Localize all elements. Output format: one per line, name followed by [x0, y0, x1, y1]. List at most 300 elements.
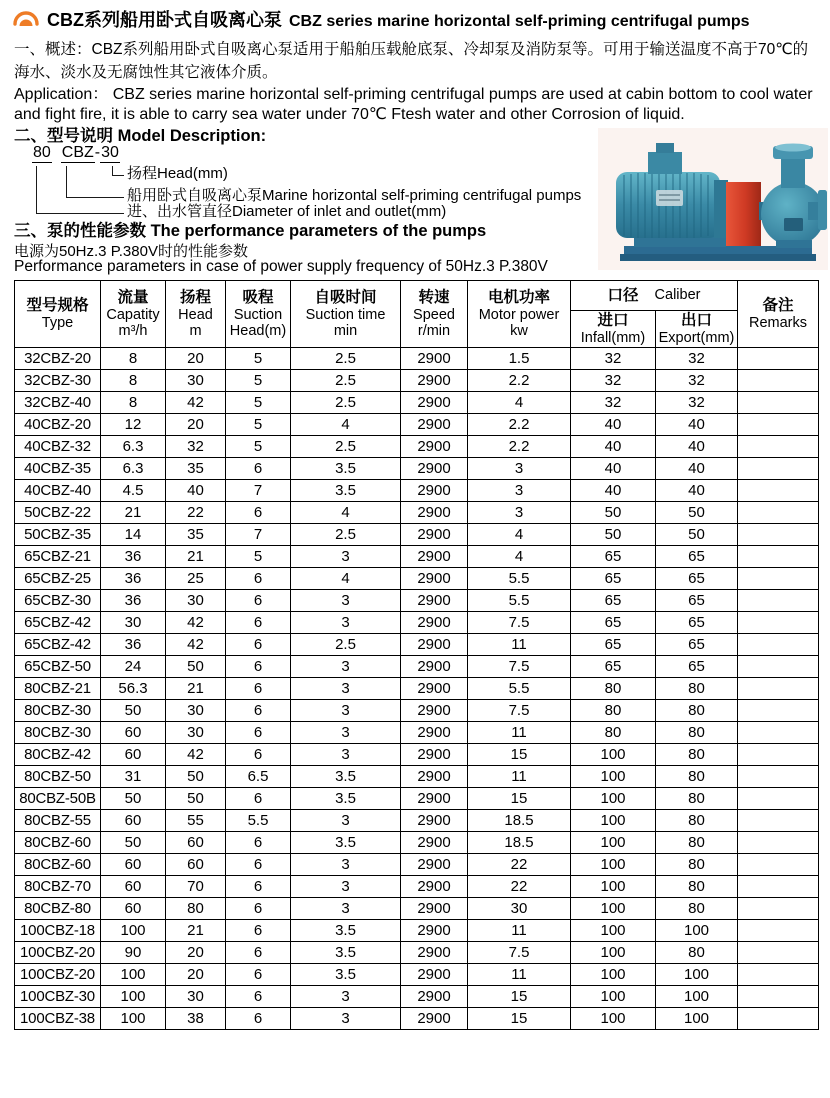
cell-suction-head: 5	[226, 370, 291, 392]
cell-capacity: 90	[101, 942, 166, 964]
cell-speed: 2900	[401, 920, 468, 942]
cell-infall: 40	[571, 458, 656, 480]
cell-export: 80	[656, 678, 738, 700]
cell-speed: 2900	[401, 414, 468, 436]
cell-capacity: 36	[101, 634, 166, 656]
performance-heading: 三、泵的性能参数 The performance parameters of the pumps	[14, 222, 487, 240]
cell-infall: 100	[571, 788, 656, 810]
application-paragraph-en: Application： CBZ series marine horizontal self-priming centrifugal pumps are used at cabin bottom to cool water and fight fire, it is able to carry sea water under 70℃ Ftesh water and other Corrosion of liquid.	[14, 86, 813, 123]
cell-export: 50	[656, 502, 738, 524]
table-row	[15, 436, 819, 458]
cell-type: 80CBZ-60	[15, 832, 101, 854]
table-row	[15, 1008, 819, 1030]
cell-export: 80	[656, 898, 738, 920]
cell-motor-power: 4	[468, 392, 571, 414]
cell-motor-power: 7.5	[468, 942, 571, 964]
cell-head: 20	[166, 942, 226, 964]
cell-type: 65CBZ-30	[15, 590, 101, 612]
cell-head: 42	[166, 744, 226, 766]
cell-head: 42	[166, 612, 226, 634]
cell-infall: 100	[571, 942, 656, 964]
cell-export: 80	[656, 942, 738, 964]
cell-infall: 100	[571, 964, 656, 986]
col-header-type: 型号规格 Type	[15, 281, 101, 348]
cell-infall: 100	[571, 920, 656, 942]
cell-motor-power: 5.5	[468, 678, 571, 700]
cell-suction-time: 3	[291, 678, 401, 700]
cell-remarks	[738, 942, 819, 964]
model-label-series: 船用卧式自吸离心泵Marine horizontal self-priming centrifugal pumps	[127, 187, 582, 204]
cell-remarks	[738, 568, 819, 590]
cell-remarks	[738, 964, 819, 986]
cell-suction-head: 7	[226, 524, 291, 546]
cell-head: 35	[166, 458, 226, 480]
cell-suction-time: 4	[291, 502, 401, 524]
cell-speed: 2900	[401, 832, 468, 854]
cell-type: 80CBZ-50	[15, 766, 101, 788]
cell-motor-power: 5.5	[468, 590, 571, 612]
cell-motor-power: 11	[468, 964, 571, 986]
cell-motor-power: 2.2	[468, 370, 571, 392]
table-row	[15, 700, 819, 722]
col-header-suction-time: 自吸时间 Suction time min	[291, 281, 401, 348]
cell-suction-head: 5	[226, 348, 291, 370]
cell-suction-head: 6	[226, 986, 291, 1008]
cell-remarks	[738, 766, 819, 788]
cell-suction-time: 3	[291, 656, 401, 678]
cell-export: 80	[656, 810, 738, 832]
cell-speed: 2900	[401, 458, 468, 480]
cell-type: 32CBZ-20	[15, 348, 101, 370]
cell-export: 40	[656, 414, 738, 436]
table-row	[15, 788, 819, 810]
cell-infall: 100	[571, 744, 656, 766]
cell-suction-time: 2.5	[291, 634, 401, 656]
cell-speed: 2900	[401, 436, 468, 458]
cell-head: 50	[166, 766, 226, 788]
cell-motor-power: 18.5	[468, 832, 571, 854]
cell-infall: 100	[571, 766, 656, 788]
cell-capacity: 60	[101, 898, 166, 920]
table-row	[15, 986, 819, 1008]
cell-suction-time: 3	[291, 590, 401, 612]
cell-suction-head: 6	[226, 634, 291, 656]
model-code-series: CBZ	[61, 144, 94, 161]
cell-infall: 65	[571, 546, 656, 568]
cell-type: 50CBZ-22	[15, 502, 101, 524]
cell-suction-time: 3	[291, 612, 401, 634]
cell-suction-head: 6	[226, 612, 291, 634]
cell-export: 50	[656, 524, 738, 546]
cell-type: 80CBZ-50B	[15, 788, 101, 810]
cell-motor-power: 15	[468, 788, 571, 810]
cell-head: 55	[166, 810, 226, 832]
cell-capacity: 36	[101, 590, 166, 612]
cell-motor-power: 11	[468, 766, 571, 788]
model-label-head: 扬程Head(mm)	[127, 165, 228, 182]
cell-infall: 100	[571, 854, 656, 876]
cell-suction-time: 2.5	[291, 436, 401, 458]
table-row	[15, 942, 819, 964]
cell-suction-time: 3	[291, 700, 401, 722]
cell-speed: 2900	[401, 876, 468, 898]
cell-speed: 2900	[401, 766, 468, 788]
cell-type: 40CBZ-35	[15, 458, 101, 480]
table-row	[15, 392, 819, 414]
cell-export: 100	[656, 964, 738, 986]
col-header-caliber: 口径 Caliber	[571, 281, 738, 311]
cell-head: 42	[166, 634, 226, 656]
cell-capacity: 14	[101, 524, 166, 546]
cell-capacity: 50	[101, 832, 166, 854]
cell-speed: 2900	[401, 700, 468, 722]
cell-suction-head: 5	[226, 392, 291, 414]
cell-motor-power: 3	[468, 480, 571, 502]
power-note-en: Performance parameters in case of power supply frequency of 50Hz.3 P.380V	[14, 258, 548, 275]
cell-export: 40	[656, 480, 738, 502]
cell-type: 80CBZ-60	[15, 854, 101, 876]
cell-capacity: 8	[101, 392, 166, 414]
cell-remarks	[738, 590, 819, 612]
cell-export: 40	[656, 458, 738, 480]
cell-infall: 100	[571, 986, 656, 1008]
col-header-remarks: 备注 Remarks	[738, 281, 819, 348]
cell-infall: 100	[571, 876, 656, 898]
cell-suction-head: 6	[226, 854, 291, 876]
cell-export: 65	[656, 590, 738, 612]
cell-suction-head: 6.5	[226, 766, 291, 788]
cell-suction-head: 7	[226, 480, 291, 502]
cell-infall: 65	[571, 568, 656, 590]
cell-capacity: 60	[101, 810, 166, 832]
cell-speed: 2900	[401, 480, 468, 502]
cell-suction-time: 3	[291, 986, 401, 1008]
cell-speed: 2900	[401, 744, 468, 766]
table-row	[15, 810, 819, 832]
cell-motor-power: 22	[468, 876, 571, 898]
cell-infall: 40	[571, 436, 656, 458]
page-title	[47, 6, 750, 32]
cell-speed: 2900	[401, 590, 468, 612]
cell-speed: 2900	[401, 370, 468, 392]
cell-remarks	[738, 480, 819, 502]
cell-type: 65CBZ-42	[15, 634, 101, 656]
cell-speed: 2900	[401, 546, 468, 568]
cell-suction-time: 3	[291, 854, 401, 876]
cell-remarks	[738, 920, 819, 942]
cell-head: 40	[166, 480, 226, 502]
col-header-head: 扬程 Head m	[166, 281, 226, 348]
cell-type: 100CBZ-30	[15, 986, 101, 1008]
cell-suction-head: 6	[226, 458, 291, 480]
cell-suction-head: 6	[226, 678, 291, 700]
cell-infall: 32	[571, 348, 656, 370]
cell-suction-time: 3	[291, 722, 401, 744]
cell-infall: 100	[571, 810, 656, 832]
cell-capacity: 60	[101, 876, 166, 898]
cell-suction-head: 6	[226, 1008, 291, 1030]
cell-suction-head: 6	[226, 788, 291, 810]
cell-capacity: 60	[101, 722, 166, 744]
cell-suction-head: 6	[226, 832, 291, 854]
cell-suction-time: 3	[291, 546, 401, 568]
cell-capacity: 36	[101, 568, 166, 590]
cell-suction-head: 6	[226, 656, 291, 678]
cell-export: 80	[656, 876, 738, 898]
cell-type: 100CBZ-20	[15, 942, 101, 964]
cell-export: 80	[656, 766, 738, 788]
cell-motor-power: 4	[468, 524, 571, 546]
cell-remarks	[738, 634, 819, 656]
overview-paragraph-zh: 一、概述：CBZ系列船用卧式自吸离心泵适用于船舶压载舱底泵、冷却泵及消防泵等。可用于输送温度不高于70℃的海水、淡水及无腐蚀性其它液体介质。	[14, 41, 809, 81]
cell-remarks	[738, 876, 819, 898]
model-code-size: 80	[33, 144, 51, 161]
cell-suction-time: 3.5	[291, 788, 401, 810]
cell-head: 20	[166, 348, 226, 370]
cell-suction-time: 3	[291, 1008, 401, 1030]
cell-head: 25	[166, 568, 226, 590]
cell-export: 80	[656, 700, 738, 722]
cell-speed: 2900	[401, 854, 468, 876]
cell-head: 50	[166, 656, 226, 678]
cell-suction-head: 6	[226, 964, 291, 986]
cell-infall: 100	[571, 1008, 656, 1030]
cell-speed: 2900	[401, 810, 468, 832]
cell-suction-time: 3.5	[291, 458, 401, 480]
table-row	[15, 502, 819, 524]
cell-type: 65CBZ-25	[15, 568, 101, 590]
cell-suction-time: 3.5	[291, 942, 401, 964]
cell-motor-power: 5.5	[468, 568, 571, 590]
col-header-export: 出口 Export(mm)	[656, 311, 738, 348]
cell-suction-time: 3.5	[291, 480, 401, 502]
cell-capacity: 6.3	[101, 458, 166, 480]
cell-suction-time: 3.5	[291, 832, 401, 854]
cell-suction-time: 3	[291, 810, 401, 832]
cell-suction-head: 6	[226, 920, 291, 942]
cell-type: 80CBZ-70	[15, 876, 101, 898]
cell-capacity: 8	[101, 348, 166, 370]
cell-infall: 32	[571, 392, 656, 414]
cell-motor-power: 15	[468, 1008, 571, 1030]
cell-suction-time: 3.5	[291, 964, 401, 986]
cell-type: 80CBZ-21	[15, 678, 101, 700]
cell-head: 42	[166, 392, 226, 414]
cell-type: 80CBZ-42	[15, 744, 101, 766]
table-row	[15, 744, 819, 766]
cell-type: 100CBZ-18	[15, 920, 101, 942]
cell-suction-time: 4	[291, 568, 401, 590]
table-row	[15, 766, 819, 788]
table-row	[15, 920, 819, 942]
table-row	[15, 546, 819, 568]
table-row	[15, 524, 819, 546]
cell-speed: 2900	[401, 634, 468, 656]
table-row	[15, 348, 819, 370]
cell-head: 30	[166, 722, 226, 744]
cell-remarks	[738, 810, 819, 832]
table-row	[15, 876, 819, 898]
table-row	[15, 898, 819, 920]
cell-suction-time: 2.5	[291, 348, 401, 370]
cell-head: 80	[166, 898, 226, 920]
cell-capacity: 6.3	[101, 436, 166, 458]
cell-infall: 100	[571, 832, 656, 854]
cell-type: 65CBZ-42	[15, 612, 101, 634]
cell-capacity: 60	[101, 854, 166, 876]
table-row	[15, 656, 819, 678]
cell-infall: 32	[571, 370, 656, 392]
cell-speed: 2900	[401, 986, 468, 1008]
cell-infall: 40	[571, 480, 656, 502]
cell-suction-time: 2.5	[291, 392, 401, 414]
cell-export: 65	[656, 634, 738, 656]
cell-motor-power: 7.5	[468, 612, 571, 634]
cell-remarks	[738, 898, 819, 920]
cell-capacity: 50	[101, 700, 166, 722]
cell-capacity: 100	[101, 964, 166, 986]
cell-suction-time: 4	[291, 414, 401, 436]
cell-type: 65CBZ-21	[15, 546, 101, 568]
pump-photo	[598, 128, 828, 270]
table-row	[15, 414, 819, 436]
cell-remarks	[738, 854, 819, 876]
cell-type: 50CBZ-35	[15, 524, 101, 546]
col-header-suction: 吸程 Suction Head(m)	[226, 281, 291, 348]
cell-head: 32	[166, 436, 226, 458]
cell-remarks	[738, 392, 819, 414]
cell-suction-head: 5	[226, 414, 291, 436]
page-title-zh: CBZ系列船用卧式自吸离心泵	[47, 10, 282, 30]
cell-remarks	[738, 546, 819, 568]
cell-type: 100CBZ-20	[15, 964, 101, 986]
cell-capacity: 12	[101, 414, 166, 436]
cell-head: 35	[166, 524, 226, 546]
cell-remarks	[738, 722, 819, 744]
cell-head: 22	[166, 502, 226, 524]
cell-head: 21	[166, 678, 226, 700]
cell-speed: 2900	[401, 898, 468, 920]
cell-speed: 2900	[401, 964, 468, 986]
cell-suction-head: 6	[226, 590, 291, 612]
cell-suction-time: 3	[291, 744, 401, 766]
cell-infall: 40	[571, 414, 656, 436]
table-row	[15, 722, 819, 744]
cell-speed: 2900	[401, 568, 468, 590]
page-header	[12, 6, 750, 32]
cell-type: 40CBZ-32	[15, 436, 101, 458]
col-header-capacity: 流量 Capatity m³/h	[101, 281, 166, 348]
cell-remarks	[738, 986, 819, 1008]
cell-type: 80CBZ-30	[15, 722, 101, 744]
cell-remarks	[738, 414, 819, 436]
cell-capacity: 31	[101, 766, 166, 788]
cell-capacity: 21	[101, 502, 166, 524]
table-row	[15, 964, 819, 986]
cell-remarks	[738, 678, 819, 700]
cell-suction-head: 6	[226, 744, 291, 766]
cell-suction-head: 6	[226, 942, 291, 964]
cell-speed: 2900	[401, 392, 468, 414]
model-label-diameter: 进、出水管直径Diameter of inlet and outlet(mm)	[127, 203, 447, 220]
cell-infall: 65	[571, 634, 656, 656]
page-title-en: CBZ series marine horizontal self-priming centrifugal pumps	[289, 13, 750, 30]
cell-motor-power: 11	[468, 920, 571, 942]
cell-infall: 50	[571, 524, 656, 546]
cell-export: 32	[656, 370, 738, 392]
model-code-diagram	[14, 144, 594, 224]
cell-type: 80CBZ-80	[15, 898, 101, 920]
cell-remarks	[738, 612, 819, 634]
cell-suction-head: 6	[226, 568, 291, 590]
table-row	[15, 458, 819, 480]
cell-head: 70	[166, 876, 226, 898]
cell-remarks	[738, 348, 819, 370]
cell-speed: 2900	[401, 678, 468, 700]
cell-head: 50	[166, 788, 226, 810]
cell-capacity: 100	[101, 986, 166, 1008]
performance-table-body	[15, 348, 819, 1030]
cell-type: 100CBZ-38	[15, 1008, 101, 1030]
cell-head: 20	[166, 964, 226, 986]
cell-motor-power: 1.5	[468, 348, 571, 370]
table-row	[15, 370, 819, 392]
cell-head: 30	[166, 590, 226, 612]
cell-motor-power: 4	[468, 546, 571, 568]
cell-suction-head: 6	[226, 898, 291, 920]
cell-type: 40CBZ-40	[15, 480, 101, 502]
cell-export: 65	[656, 568, 738, 590]
col-header-motor-power: 电机功率 Motor power kw	[468, 281, 571, 348]
cell-capacity: 24	[101, 656, 166, 678]
cell-capacity: 50	[101, 788, 166, 810]
cell-suction-head: 6	[226, 700, 291, 722]
cell-suction-head: 6	[226, 722, 291, 744]
cell-speed: 2900	[401, 788, 468, 810]
cell-suction-head: 5	[226, 546, 291, 568]
cell-speed: 2900	[401, 942, 468, 964]
cell-infall: 80	[571, 678, 656, 700]
col-header-speed: 转速 Speed r/min	[401, 281, 468, 348]
cell-type: 80CBZ-55	[15, 810, 101, 832]
cell-motor-power: 15	[468, 744, 571, 766]
cell-infall: 65	[571, 590, 656, 612]
cell-head: 60	[166, 832, 226, 854]
table-row	[15, 854, 819, 876]
model-description-heading: 二、型号说明 Model Description:	[14, 127, 267, 145]
cell-speed: 2900	[401, 656, 468, 678]
model-code-head: 30	[101, 144, 119, 161]
cell-remarks	[738, 656, 819, 678]
cell-remarks	[738, 700, 819, 722]
cell-suction-head: 5	[226, 436, 291, 458]
cell-capacity: 56.3	[101, 678, 166, 700]
cell-head: 60	[166, 854, 226, 876]
cell-export: 65	[656, 612, 738, 634]
col-header-infall: 进口 Infall(mm)	[571, 311, 656, 348]
cell-suction-time: 3	[291, 876, 401, 898]
cell-remarks	[738, 370, 819, 392]
cell-export: 80	[656, 744, 738, 766]
table-row	[15, 678, 819, 700]
cell-motor-power: 3	[468, 502, 571, 524]
cell-export: 32	[656, 348, 738, 370]
cell-export: 80	[656, 832, 738, 854]
cell-export: 40	[656, 436, 738, 458]
cell-remarks	[738, 458, 819, 480]
cell-speed: 2900	[401, 612, 468, 634]
cell-head: 30	[166, 700, 226, 722]
